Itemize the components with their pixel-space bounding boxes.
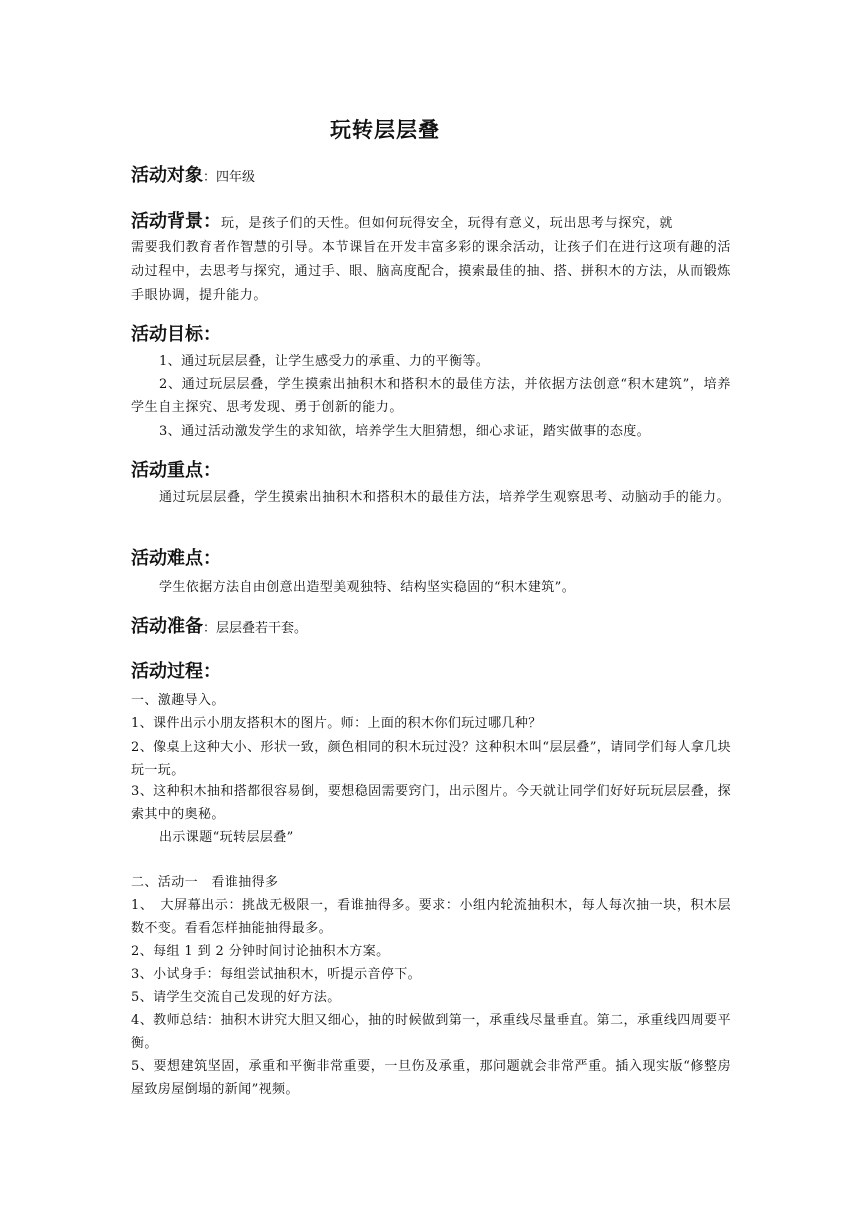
process-heading: 活动过程： — [131, 661, 221, 682]
part2-item-3: 3、小试身手：每组尝试抽积木，听提示音停下。 — [131, 967, 422, 982]
part2-item-5: 4、教师总结：抽积木讲究大胆又细心，抽的时候做到第一，承重线尽量垂直。第二，承重线四周要平衡。 — [131, 1013, 731, 1051]
part2-item-2: 2、每组 1 到 2 分钟时间讨论抽积木方案。 — [131, 944, 390, 959]
key-heading: 活动重点： — [131, 460, 221, 481]
part1-item-2: 2、像桌上这种大小、形状一致，颜色相同的积木玩过没？这种积木叫“层层叠”，请同学们每人拿几块玩一玩。 — [131, 740, 731, 778]
prep-heading: 活动准备 — [131, 616, 203, 637]
page-title: 玩转层层叠 — [330, 118, 440, 142]
target-heading-line — [131, 161, 255, 187]
background-line1: 玩，是孩子们的天性。但如何玩得安全，玩得有意义，玩出思考与探究，就 — [221, 216, 674, 231]
part1-title: 一、激趣导入。 — [131, 693, 225, 708]
prep-text: ：层层叠若干套。 — [203, 621, 308, 636]
part2-title: 二、活动一 看谁抽得多 — [131, 875, 279, 890]
part2-item-1: 1、 大屏幕出示：挑战无极限一，看谁抽得多。要求：小组内轮流抽积木，每人每次抽一块，积木层数不变。看看怎样抽能抽得最多。 — [131, 898, 731, 936]
prep-heading-line — [131, 612, 307, 638]
difficulty-text: 学生依据方法自由创意出造型美观独特、结构坚实稳固的“积木建筑”。 — [159, 580, 576, 595]
background-heading-line — [131, 207, 731, 233]
difficulty-heading: 活动难点： — [131, 548, 221, 569]
target-text: ：四年级 — [203, 170, 256, 185]
part1-item-3: 3、这种积木抽和搭都很容易倒，要想稳固需要窍门，出示图片。今天就让同学们好好玩玩层层叠，探索其中的奥秘。 — [131, 784, 731, 822]
part2-item-4: 5、请学生交流自己发现的好方法。 — [131, 990, 341, 1005]
part1-item-1: 1、课件出示小朋友搭积木的图片。师：上面的积木你们玩过哪几种？ — [131, 716, 542, 731]
goal-item-1: 1、通过玩层层叠，让学生感受力的承重、力的平衡等。 — [159, 354, 490, 369]
background-text: 需要我们教育者作智慧的引导。本节课旨在开发丰富多彩的课余活动，让孩子们在进行这项有趣的活动过程中，去思考与探究，通过手、眼、脑高度配合，摸索最佳的抽、搭、拼积木的方法，从而锻炼手眼协调，提升能力。 — [131, 240, 731, 303]
goal-item-3: 3、通过活动激发学生的求知欲，培养学生大胆猜想，细心求证，踏实做事的态度。 — [159, 424, 651, 439]
goals-heading: 活动目标： — [131, 324, 221, 345]
goal-item-2: 2、通过玩层层叠，学生摸索出抽积木和搭积木的最佳方法，并依据方法创意“积木建筑”，培养学生自主探究、思考发现、勇于创新的能力。 — [131, 377, 731, 415]
part1-show: 出示课题“玩转层层叠” — [159, 830, 294, 845]
part2-item-6: 5、要想建筑坚固，承重和平衡非常重要，一旦伤及承重，那问题就会非常严重。插入现实版“修整房屋致房屋倒塌的新闻”视频。 — [131, 1059, 731, 1097]
background-heading: 活动背景： — [131, 211, 221, 232]
key-text: 通过玩层层叠，学生摸索出抽积木和搭积木的最佳方法，培养学生观察思考、动脑动手的能力。 — [159, 490, 731, 505]
target-heading: 活动对象 — [131, 165, 203, 186]
